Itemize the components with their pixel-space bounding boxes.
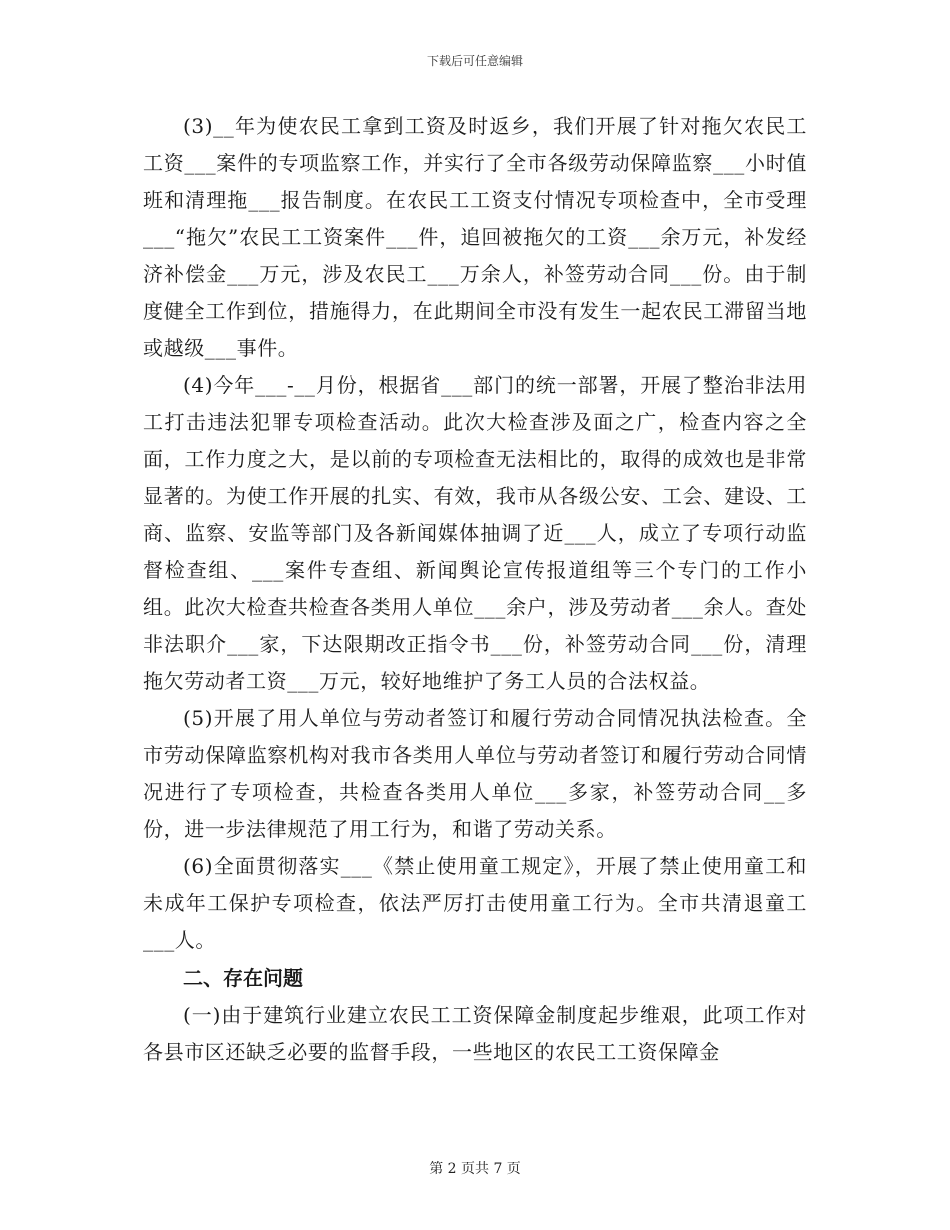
section-heading-problems: 二、存在问题 xyxy=(183,966,303,990)
paragraph-6: (6)全面贯彻落实___《禁止使用童工规定》，开展了禁止使用童工和未成年工保护专项检查，依法严厉打击使用童工行为。全市共清退童工___人。 xyxy=(143,854,807,952)
page-header: 下载后可任意编辑 xyxy=(426,54,523,68)
document-body xyxy=(143,108,807,1071)
paragraph-4: (4)今年___-__月份，根据省___部门的统一部署，开展了整治非法用工打击违法犯罪专项检查活动。此次大检查涉及面之广，检查内容之全面，工作力度之大，是以前的专项检查无法相比的，取得的成效也是非常显著的。为使工作开展的扎实、有效，我市从各级公安、工会、建设、工商、监察、安监等部门及各新闻媒体抽调了近___人，成立了专项行动监督检查组、___案件专查组、新闻舆论宣传报道组等三个专门的工作小组。此次大检查共检查各类用人单位___余户，涉及劳动者___余人。查处非法职介___家，下达限期改正指令书___份，补签劳动合同___份，清理拖欠劳动者工资___万元，较好地维护了务工人员的合法权益。 xyxy=(143,373,807,693)
page-footer: 第 2 页共 7 页 xyxy=(429,1161,521,1177)
paragraph-5: (5)开展了用人单位与劳动者签订和履行劳动合同情况执法检查。全市劳动保障监察机构对我市各类用人单位与劳动者签订和履行劳动合同情况进行了专项检查，共检查各类用人单位___多家，补签劳动合同__多份，进一步法律规范了用工行为，和谐了劳动关系。 xyxy=(143,706,807,841)
paragraph-problem-1: (一)由于建筑行业建立农民工工资保障金制度起步维艰，此项工作对各县市区还缺乏必要的监督手段，一些地区的农民工工资保障金 xyxy=(143,1003,807,1064)
paragraph-3: (3)__年为使农民工拿到工资及时返乡，我们开展了针对拖欠农民工工资___案件的专项监察工作，并实行了全市各级劳动保障监察___小时值班和清理拖___报告制度。在农民工工资支付情况专项检查中，全市受理___“拖欠”农民工工资案件___件，追回被拖欠的工资___余万元，补发经济补偿金___万元，涉及农民工___万余人，补签劳动合同___份。由于制度健全工作到位，措施得力，在此期间全市没有发生一起农民工滞留当地或越级___事件。 xyxy=(143,114,807,360)
